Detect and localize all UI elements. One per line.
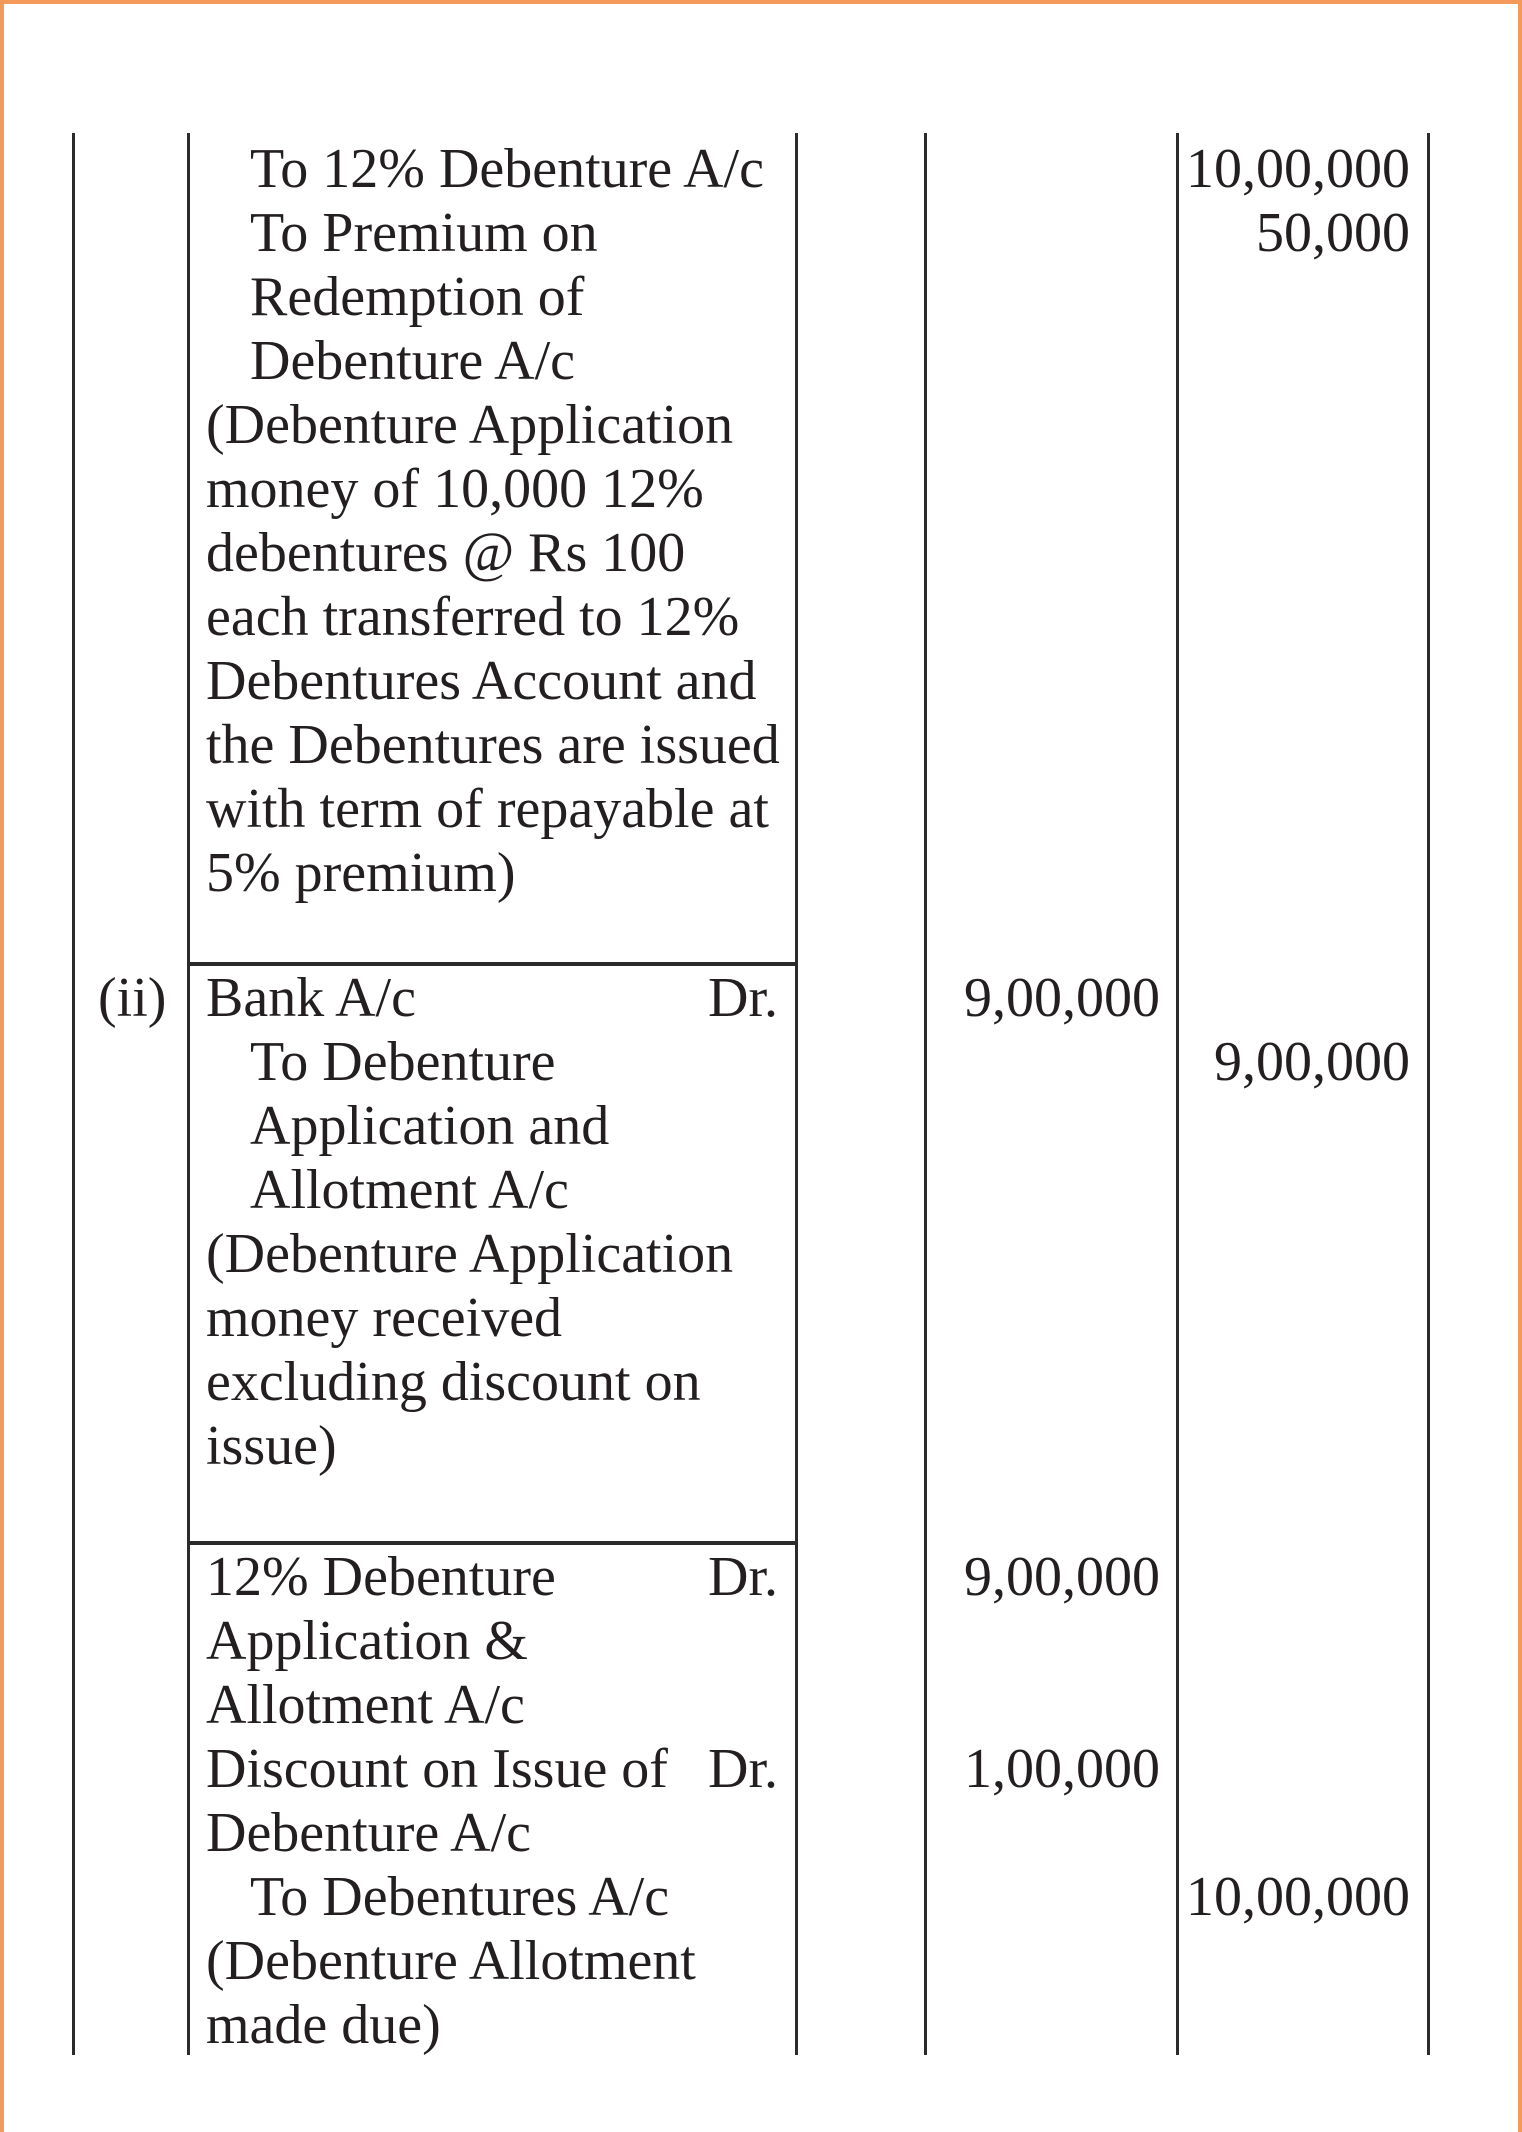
narration-line: excluding discount on xyxy=(206,1351,701,1413)
particulars-line: Redemption of xyxy=(250,266,585,328)
narration-line: (Debenture Application xyxy=(206,1223,734,1285)
narration-line: money received xyxy=(206,1287,563,1349)
column-rule-debit-left xyxy=(924,133,927,2055)
column-rule-lf-left xyxy=(795,133,798,2055)
narration-line: Debentures Account and xyxy=(206,650,757,712)
narration-line: (Debenture Allotment xyxy=(206,1930,696,1992)
column-rule-credit-right xyxy=(1427,133,1430,2055)
column-rule-credit-left xyxy=(1176,133,1179,2055)
debit-amount: 9,00,000 xyxy=(964,967,1160,1029)
particulars-line: To Debenture xyxy=(250,1031,556,1093)
particulars-line: To Debentures A/c xyxy=(250,1866,670,1928)
narration-line: debentures @ Rs 100 xyxy=(206,522,686,584)
debit-amount: 9,00,000 xyxy=(964,1546,1160,1608)
credit-amount: 10,00,000 xyxy=(1186,1866,1410,1928)
particulars-line: Application & xyxy=(206,1610,528,1672)
particulars-line: 12% Debenture xyxy=(206,1546,556,1608)
narration-line: with term of repayable at xyxy=(206,778,769,840)
credit-amount: 10,00,000 xyxy=(1186,138,1410,200)
particulars-line: Allotment A/c xyxy=(250,1159,569,1221)
column-rule-particulars-left xyxy=(187,133,190,2055)
particulars-line: To 12% Debenture A/c xyxy=(250,138,764,200)
particulars-line: To Premium on xyxy=(250,202,598,264)
particulars-line: Application and xyxy=(250,1095,610,1157)
particulars-line: Debenture A/c xyxy=(250,330,575,392)
particulars-line: Discount on Issue of xyxy=(206,1738,668,1800)
narration-line: the Debentures are issued xyxy=(206,714,780,776)
narration-line: (Debenture Application xyxy=(206,394,734,456)
credit-amount: 50,000 xyxy=(1256,202,1410,264)
narration-line: money of 10,000 12% xyxy=(206,458,704,520)
narration-line: 5% premium) xyxy=(206,842,516,904)
dr-label: Dr. xyxy=(708,967,778,1029)
particulars-line: Debenture A/c xyxy=(206,1802,531,1864)
particulars-line: Bank A/c xyxy=(206,967,416,1029)
dr-label: Dr. xyxy=(708,1546,778,1608)
narration-line: issue) xyxy=(206,1415,337,1477)
narration-line: each transferred to 12% xyxy=(206,586,740,648)
entry-ref-label: (ii) xyxy=(98,967,167,1029)
particulars-line: Allotment A/c xyxy=(206,1674,525,1736)
debit-amount: 1,00,000 xyxy=(964,1738,1160,1800)
narration-line: made due) xyxy=(206,1994,441,2056)
column-rule-date-left xyxy=(72,133,75,2055)
dr-label: Dr. xyxy=(708,1738,778,1800)
credit-amount: 9,00,000 xyxy=(1214,1031,1410,1093)
